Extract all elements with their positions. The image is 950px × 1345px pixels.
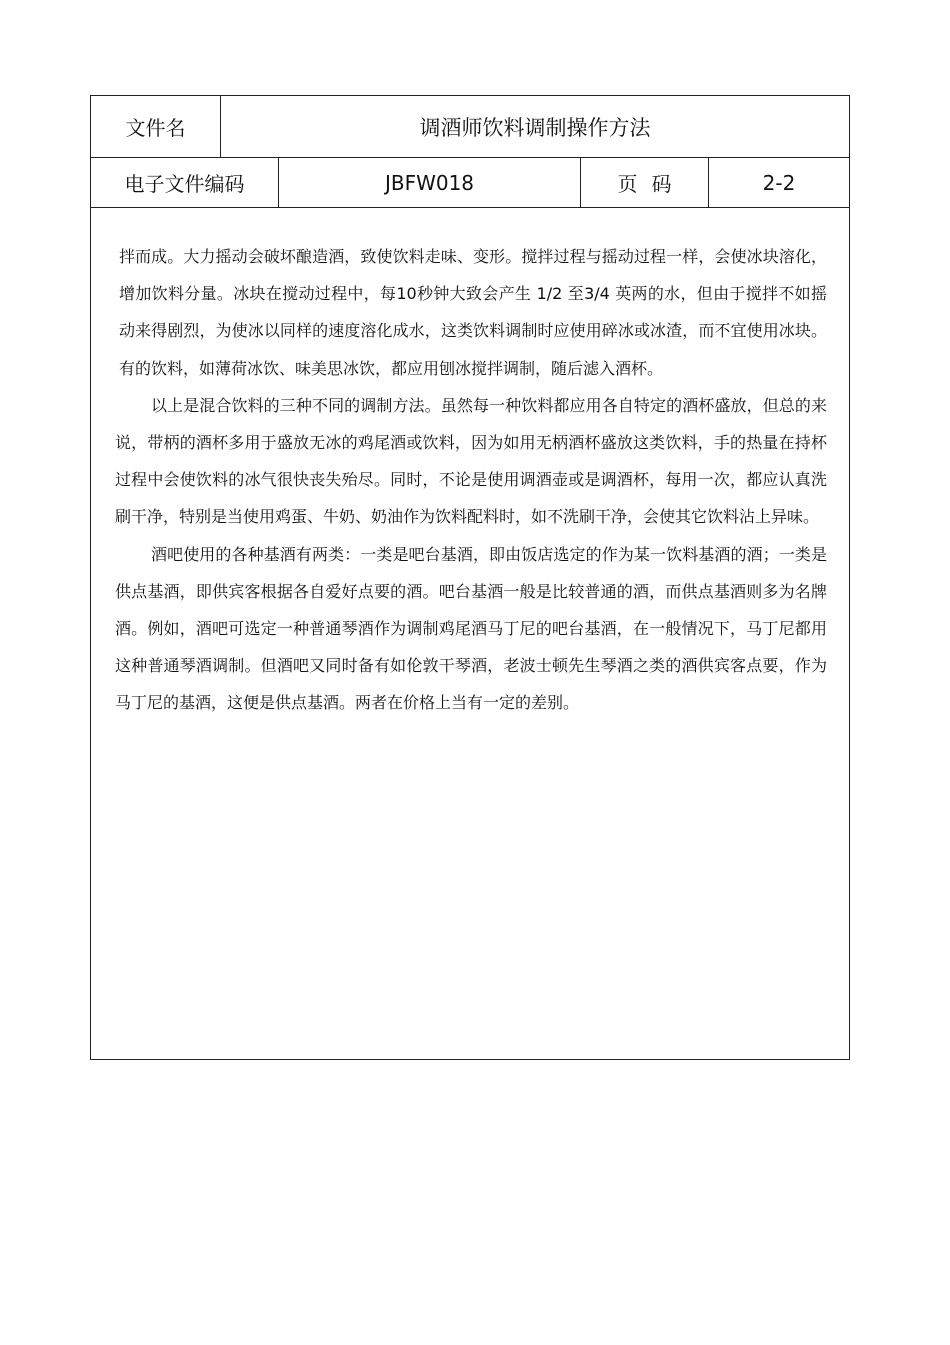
document-body — [91, 208, 849, 1059]
page-number: 2-2 — [762, 170, 796, 195]
header-row-title — [91, 96, 849, 158]
paragraph: 酒吧使用的各种基酒有两类：一类是吧台基酒，即由饭店选定的作为某一饮料基酒的酒；一类是供点基酒，即供宾客根据各自爱好点要的酒。吧台基酒一般是比较普通的酒，而供点基酒则多为名牌酒。例如，酒吧可选定一种普通琴酒作为调制鸡尾酒马丁尼的吧台基酒，在一般情况下，马丁尼都用这种普通琴酒调制。但酒吧又同时备有如伦敦干琴酒，老波士顿先生琴酒之类的酒供宾客点要，作为马丁尼的基酒，这便是供点基酒。两者在价格上当有一定的差别。 — [115, 544, 827, 713]
paragraph: 以上是混合饮料的三种不同的调制方法。虽然每一种饮料都应用各自特定的酒杯盛放，但总的来说，带柄的酒杯多用于盛放无冰的鸡尾酒或饮料，因为如用无柄酒杯盛放这类饮料，手的热量在持杯过程中会使饮料的冰气很快丧失殆尽。同时，不论是使用调酒壶或是调酒杯，每用一次，都应认真洗刷干净，特别是当使用鸡蛋、牛奶、奶油作为饮料配料时，如不洗刷干净，会使其它饮料沾上异味。 — [115, 395, 827, 527]
file-name-label: 文件名 — [91, 96, 221, 157]
paragraph: 拌而成。大力摇动会破坏酿造酒，致使饮料走味、变形。搅拌过程与摇动过程一样，会使冰块溶化，增加饮料分量。冰块在搅动过程中，每10秒钟大致会产生 1/2 至3/4 英两的水，但由于搅拌不如摇动来得剧烈，为使冰以同样的速度溶化成水，这类饮料调制时应使用碎冰或冰渣，而不宜使用冰块。有的饮料，如薄荷冰饮、味美思冰饮，都应用刨冰搅拌调制，随后滤入酒杯。 — [119, 247, 827, 378]
document-title: 调酒师饮料调制操作方法 — [419, 115, 651, 140]
file-code-value: JBFW018 — [279, 158, 581, 207]
file-code-label: 电子文件编码 — [91, 158, 279, 207]
page-label: 页码 — [581, 158, 709, 207]
document-form — [90, 95, 850, 1060]
header-row-meta — [91, 158, 849, 208]
